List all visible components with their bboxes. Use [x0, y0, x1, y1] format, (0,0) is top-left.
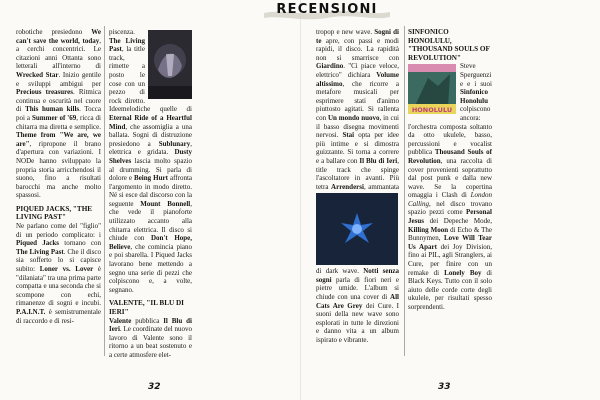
column-rule	[404, 26, 405, 356]
album-art-icon	[316, 193, 398, 265]
album-art-icon	[148, 30, 192, 99]
review-heading-valente: VALENTE, "IL BLU DI IERI"	[109, 299, 184, 316]
column-1	[16, 28, 101, 325]
column-2	[109, 28, 192, 360]
review-piqued-jacks-body: Ne parlano come del "figlio" di un periodo complicato: i Piqued Jacks tornano con The Living Past. Che il disco sia sofferto lo si capisce subito: Loner vs. Lover è "dilaniata" tra una prima parte compatta e una seconda che si scompone con echi, rimanenze di sogni e incubi. P.A.I.N.T. è semistrumentale di raccordo e di resi-	[16, 222, 102, 325]
review-heading-sinfonico-honolulu: SINFONICO HONOLULU, "THOUSAND SOULS OF REVOLUTION"	[408, 28, 490, 62]
review-piqued-jacks-continued: piscenza. The Living Past, la title track, rimette a posto le cose con un pezzo di rock diretto. Ideemelodiche quelle di Eternal Ride of a Heartful Mind, che assomiglia a una ballata. Sogni di distruzione presiedono a Sublunary, elettrica e gridata. Dusty Shelves lascia molto spazio al drumming. Si parla di dolore e Being Hurt affronta l'argomento in modo diretto. Né si esce dal discorso con la seguente Mount Bonnell, che vede il pianoforte utilizzato accanto alla chitarra elettrica. Il disco si chiude con Don't Hope, Believe, che comincia piano e poi sbarella. I Piqued Jacks lavorano bene mettendo a segno una serie di pezzi che colpiscono e, a volte, segnano.	[109, 28, 193, 294]
review-heading-piqued-jacks: PIQUED JACKS, "THE LIVING PAST"	[16, 204, 93, 222]
review-node-body: robotiche presiedono We can't save the world, today, a cerchi concentrici. Le citazioni anni Ottanta sono letterali all'interno di Wrecked Star. Inizio gentile e sviluppi ambigui per Precious treasures. Ritmica continua e oscurità nel cuore di This human kills. Tocca poi a Summer of '69, ricca di chitarra ma diretta e semplice. Theme from "We are, we are", ripropone il brano d'apertura con variazioni. I NODe hanno sviluppato la propria storia arricchendosi il suono, fino a risultati barocchi ma anche molto spassosi.	[16, 28, 101, 200]
album-art-icon	[408, 64, 456, 114]
review-sinfonico-honolulu-body: HONOLULU Steve Sperguenzie e i suoi Sinfonico Honolulu colpiscono ancora: l'orchestra composta soltanto da otto ukulele, basso, percussioni e vocalist pubblica Thousand Souls of Revolution, una raccolta di cover provenienti soprattutto dal post punk e dalla new wave. Se la copertina omaggia i Clash di London Calling, nel disco trovano spazio pezzi come Personal Jesus dei Depeche Mode, Killing Moon di Echo & The Bunnymen, Love Will Tear Us Apart dei Joy Division, fino ai PIL, agli Stranglers, ai Cure, per finire con un remake di Lonely Boy di Black Keys. Tutto con il solo aiuto delle corde corte degli ukulele, per risultati spesso sorprendenti.	[408, 62, 493, 311]
section-title: RECENSIONI	[276, 2, 378, 17]
review-valente-continued: tropop e new wave. Sogni di te apre, con passi e modi rapidi, il disco. La rapidità non si smarrisce con Giardino. "Ci piace veloce, elettrico" dichiara Volume altissimo, che ricorre a metafore musicali per esprimere stati d'animo piuttosto agitati. Si rallenta con Un mondo nuovo, in cui il basso disegna movimenti nervosi. Stai opta per idee più intime e si dimostra guizzante. Si torna a correre e a ballare con Il Blu di Ieri, title track che spinge l'ascoltatore in avanti. Più tetra Arrendersi, ammantata di dark wave. Notti senza sogni parla di fiori neri e pietre umide. L'album si chiude con una cover di All Cats Are Grey dei Cure. I suoni della new wave sono esplorati in tutte le direzioni e danno vita a un album ispirato e vibrante.	[316, 28, 400, 345]
column-3	[316, 28, 399, 345]
column-rule	[104, 26, 105, 356]
page-number-left: 32	[148, 382, 161, 392]
page-number-right: 33	[438, 382, 451, 392]
svg-text:HONOLULU: HONOLULU	[411, 106, 453, 115]
review-valente-body: Valente pubblica Il Blu di Ieri. Le coordinate del nuovo lavoro di Valente sono il ritorno a un beat sostenuto e a certe atmosfere elet-	[109, 316, 193, 359]
album-cover-sinfonico-honolulu	[408, 64, 456, 114]
page-gutter	[300, 0, 301, 400]
column-4	[408, 28, 492, 312]
album-cover-piqued-jacks	[148, 30, 192, 99]
album-cover-valente	[316, 193, 398, 265]
